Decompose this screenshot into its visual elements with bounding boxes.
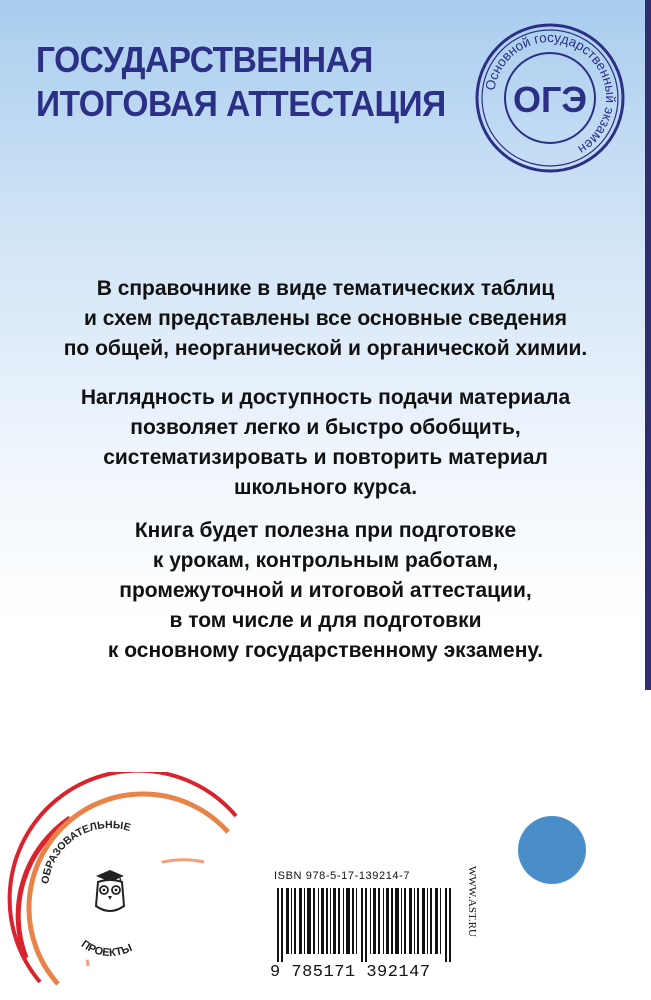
- logo-text-top: ОБРАЗОВАТЕЛЬНЫЕ: [39, 818, 133, 885]
- description-paragraph-2: [0, 383, 651, 503]
- description-line: и схем представлены все основные сведения: [84, 307, 567, 330]
- series-title-line1: ГОСУДАРСТВЕННАЯ: [36, 39, 373, 80]
- description-line: к основному государственному экзамену.: [107, 639, 544, 662]
- description-line: позволяет легко и быстро обобщить,: [130, 416, 521, 439]
- seal-center-text: ОГЭ: [512, 79, 588, 120]
- description-line: Наглядность и доступность подачи материала: [80, 386, 571, 409]
- logo-text-bottom: ПРОЕКТЫ: [78, 938, 135, 960]
- description-line: в том числе и для подготовки: [169, 609, 482, 632]
- barcode-digits: 9 785171 392147: [270, 963, 431, 982]
- description-line: к урокам, контрольным работам,: [152, 549, 499, 572]
- description-paragraph-1: [0, 274, 651, 364]
- series-title-line2: ИТОГОВАЯ АТТЕСТАЦИЯ: [36, 83, 446, 124]
- description-line: Книга будет полезна при подготовке: [134, 519, 517, 542]
- oge-seal-stamp: [474, 22, 626, 174]
- decorative-blue-circle: [518, 816, 586, 884]
- description-line: В справочнике в виде тематических таблиц: [96, 277, 555, 300]
- description-line: систематизировать и повторить материал: [103, 446, 548, 469]
- ean-barcode: [277, 888, 455, 962]
- description-line: по общей, неорганической и органической химии.: [63, 337, 588, 360]
- website-text: [466, 866, 496, 986]
- series-title: [36, 38, 456, 126]
- description-paragraph-3: [0, 516, 651, 666]
- isbn-text: ISBN 978-5-17-139214-7: [274, 870, 411, 882]
- website-url: WWW.AST.RU: [466, 866, 478, 937]
- seal-ring-text: Основной государственный экзамен: [482, 29, 619, 158]
- owl-mascot-icon: [96, 870, 124, 911]
- publisher-logo: [0, 772, 260, 1000]
- description-line: школьного курса.: [233, 476, 418, 499]
- description-line: промежуточной и итоговой аттестации,: [119, 579, 532, 602]
